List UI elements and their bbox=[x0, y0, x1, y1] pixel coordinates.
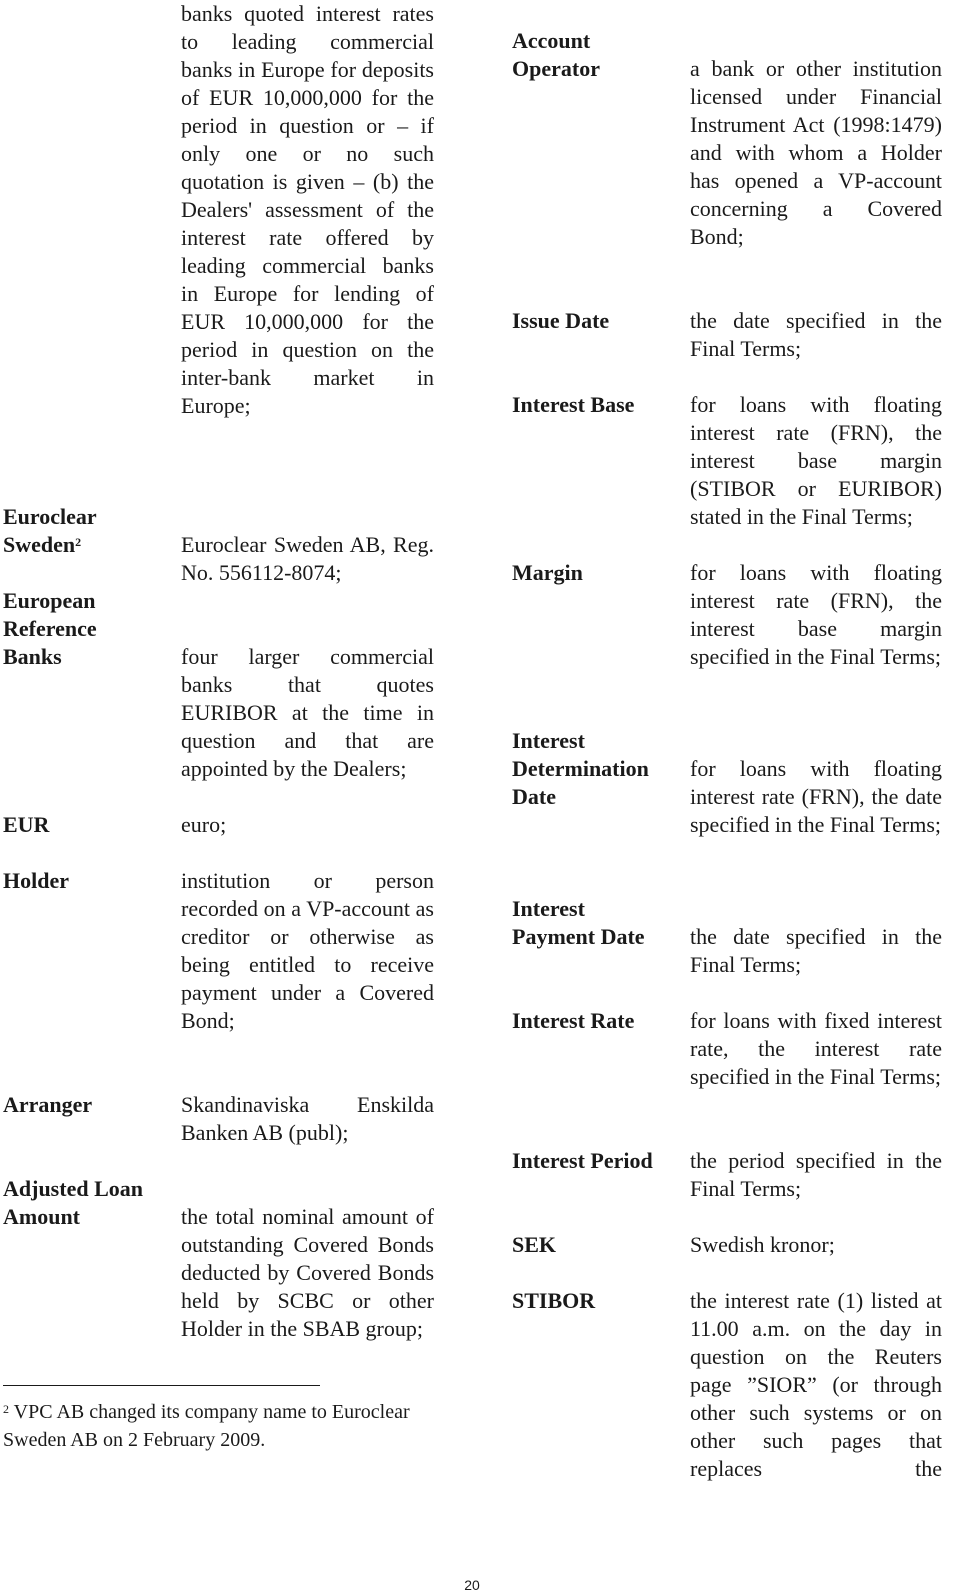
definition-holder: institution or person recorded on a VP-account as creditor or otherwise as being entitled to receive payment under a Covered Bond; bbox=[181, 868, 434, 1033]
term-stibor: STIBOR bbox=[512, 1288, 596, 1313]
term-issue-date: Issue Date bbox=[512, 308, 610, 333]
term-interest-payment-date: Interest Payment Date bbox=[512, 896, 645, 949]
term-interest-determination-date: Interest Determination Date bbox=[512, 728, 649, 809]
definition-continued: banks quoted interest rates to leading commercial banks in Europe for deposits of EUR 10,000,000 for the period in question or – if only one or no such quotation is given – (b) the Dealers' assessment of the interest rate offered by leading commercial banks in Europe for lending of EUR 10,000,000 for the period in question on the inter-bank market in Europe; bbox=[181, 1, 434, 418]
page-number: 20 bbox=[464, 1577, 480, 1593]
term-interest-rate: Interest Rate bbox=[512, 1008, 635, 1033]
definition-interest-period: the period specified in the Final Terms; bbox=[690, 1148, 942, 1201]
definition-sek: Swedish kronor; bbox=[690, 1232, 835, 1257]
definition-stibor: the interest rate (1) listed at 11.00 a.m. on the day in question on the Reuters page ”SIOR” (or through other such systems or on other such pages that replaces the bbox=[690, 1288, 942, 1481]
definition-interest-payment-date: the date specified in the Final Terms; bbox=[690, 924, 942, 977]
definition-account-operator: a bank or other institution licensed under Financial Instrument Act (1998:1479) and with whom a Holder has opened a VP-account concerning a Covered Bond; bbox=[690, 56, 942, 249]
footnote-text: VPC AB changed its company name to Euroclear Sweden AB on 2 February 2009. bbox=[3, 1401, 410, 1451]
definition-interest-base: for loans with floating interest rate (FRN), the interest base margin (STIBOR or EURIBOR) stated in the Final Terms; bbox=[690, 392, 942, 529]
term-holder: Holder bbox=[3, 868, 69, 893]
term-account-operator: Account Operator bbox=[512, 28, 600, 81]
term-sek: SEK bbox=[512, 1232, 557, 1257]
footnote-marker: 2 bbox=[3, 1402, 9, 1416]
footnote-ref: 2 bbox=[75, 535, 82, 549]
term-arranger: Arranger bbox=[3, 1092, 93, 1117]
term-eur: EUR bbox=[3, 812, 50, 837]
term-margin: Margin bbox=[512, 560, 583, 585]
definition-arranger: Skandinaviska Enskilda Banken AB (publ); bbox=[181, 1092, 434, 1145]
definition-interest-determination-date: for loans with floating interest rate (FRN), the date specified in the Final Terms; bbox=[690, 756, 942, 837]
footnote bbox=[3, 1398, 423, 1454]
footnote-separator bbox=[3, 1385, 320, 1386]
term-label: Euroclear Sweden bbox=[3, 504, 97, 557]
definition-interest-rate: for loans with fixed interest rate, the interest rate specified in the Final Terms; bbox=[690, 1008, 942, 1089]
term-interest-base: Interest Base bbox=[512, 392, 635, 417]
term-interest-period: Interest Period bbox=[512, 1148, 653, 1173]
definition-margin: for loans with floating interest rate (FRN), the interest base margin specified in the Final Terms; bbox=[690, 560, 942, 669]
definition-issue-date: the date specified in the Final Terms; bbox=[690, 308, 942, 361]
term-euroclear-sweden bbox=[3, 503, 168, 559]
term-european-reference-banks: European Reference Banks bbox=[3, 588, 97, 669]
term-adjusted-loan-amount: Adjusted Loan Amount bbox=[3, 1176, 143, 1229]
definition-adjusted-loan-amount: the total nominal amount of outstanding Covered Bonds deducted by Covered Bonds held by SCBC or other Holder in the SBAB group; bbox=[181, 1204, 434, 1341]
definition-european-reference-banks: four larger commercial banks that quotes EURIBOR at the time in question and that are appointed by the Dealers; bbox=[181, 644, 434, 781]
definition-eur: euro; bbox=[181, 812, 227, 837]
definition-euroclear-sweden: Euroclear Sweden AB, Reg. No. 556112-8074; bbox=[181, 532, 434, 585]
